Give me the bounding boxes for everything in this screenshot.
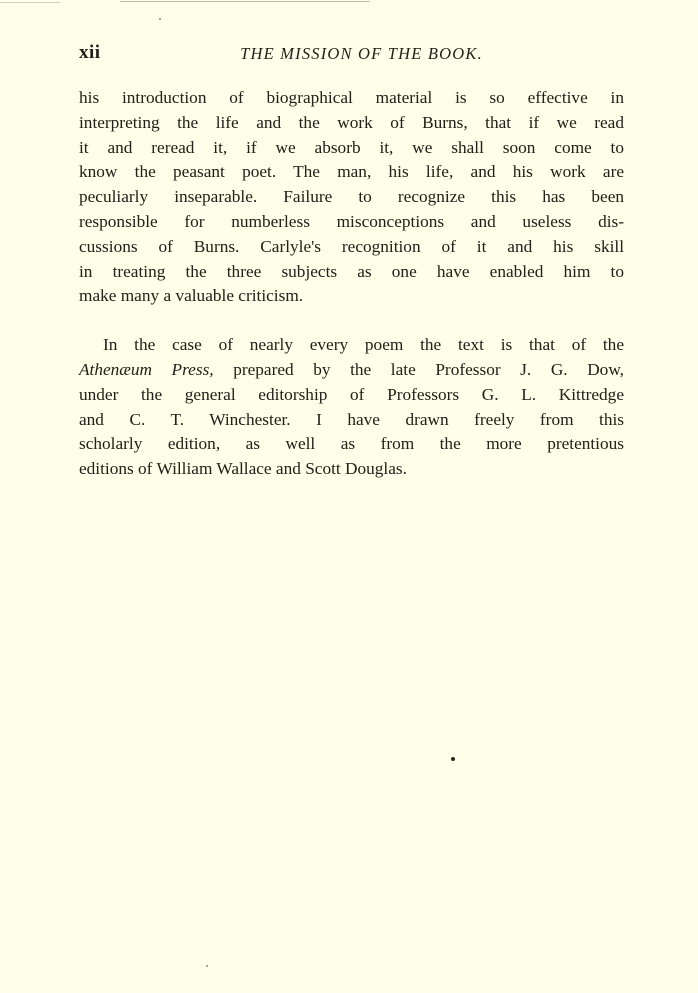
running-title: THE MISSION OF THE BOOK.: [240, 44, 483, 63]
top-edge-rule: [120, 1, 370, 2]
body-text: [79, 86, 624, 482]
text-line: and C. T. Winchester. I have drawn freely from this: [79, 409, 624, 429]
text-line: editions of William Wallace and Scott Douglas.: [79, 459, 407, 479]
text-line: his introduction of biographical material is so effective in: [79, 88, 624, 107]
paragraph-2: [79, 333, 624, 482]
text-line: responsible for numberless misconceptions and useless dis-: [79, 211, 624, 231]
page-number: xii: [79, 42, 101, 63]
text-line: [79, 358, 624, 383]
paragraph-1: [79, 86, 624, 309]
italic-title: Athenæum Press,: [79, 359, 214, 379]
text-line: interpreting the life and the work of Burns, that if we read: [79, 112, 624, 132]
text-line: know the peasant poet. The man, his life, and his work are: [79, 162, 624, 182]
text-line: cussions of Burns. Carlyle's recognition of it and his skill: [79, 236, 624, 256]
text-line: peculiarly inseparable. Failure to recognize this has been: [79, 187, 624, 207]
text-line: make many a valuable criticism.: [79, 286, 304, 306]
ink-speck: [159, 18, 161, 20]
text-line: under the general editorship of Professors G. L. Kittredge: [79, 384, 624, 404]
text-run: prepared by the late Professor J. G. Dow,: [213, 359, 624, 379]
ink-speck: [206, 965, 208, 967]
text-line: scholarly edition, as well as from the more pretentious: [79, 434, 624, 454]
top-edge-rule-left: [0, 2, 60, 3]
text-line: it and reread it, if we absorb it, we shall soon come to: [79, 137, 624, 157]
page-header: [79, 42, 624, 66]
text-line: in treating the three subjects as one have enabled him to: [79, 261, 624, 281]
ink-speck: [451, 757, 455, 761]
text-line: In the case of nearly every poem the text is that of the: [103, 335, 624, 355]
